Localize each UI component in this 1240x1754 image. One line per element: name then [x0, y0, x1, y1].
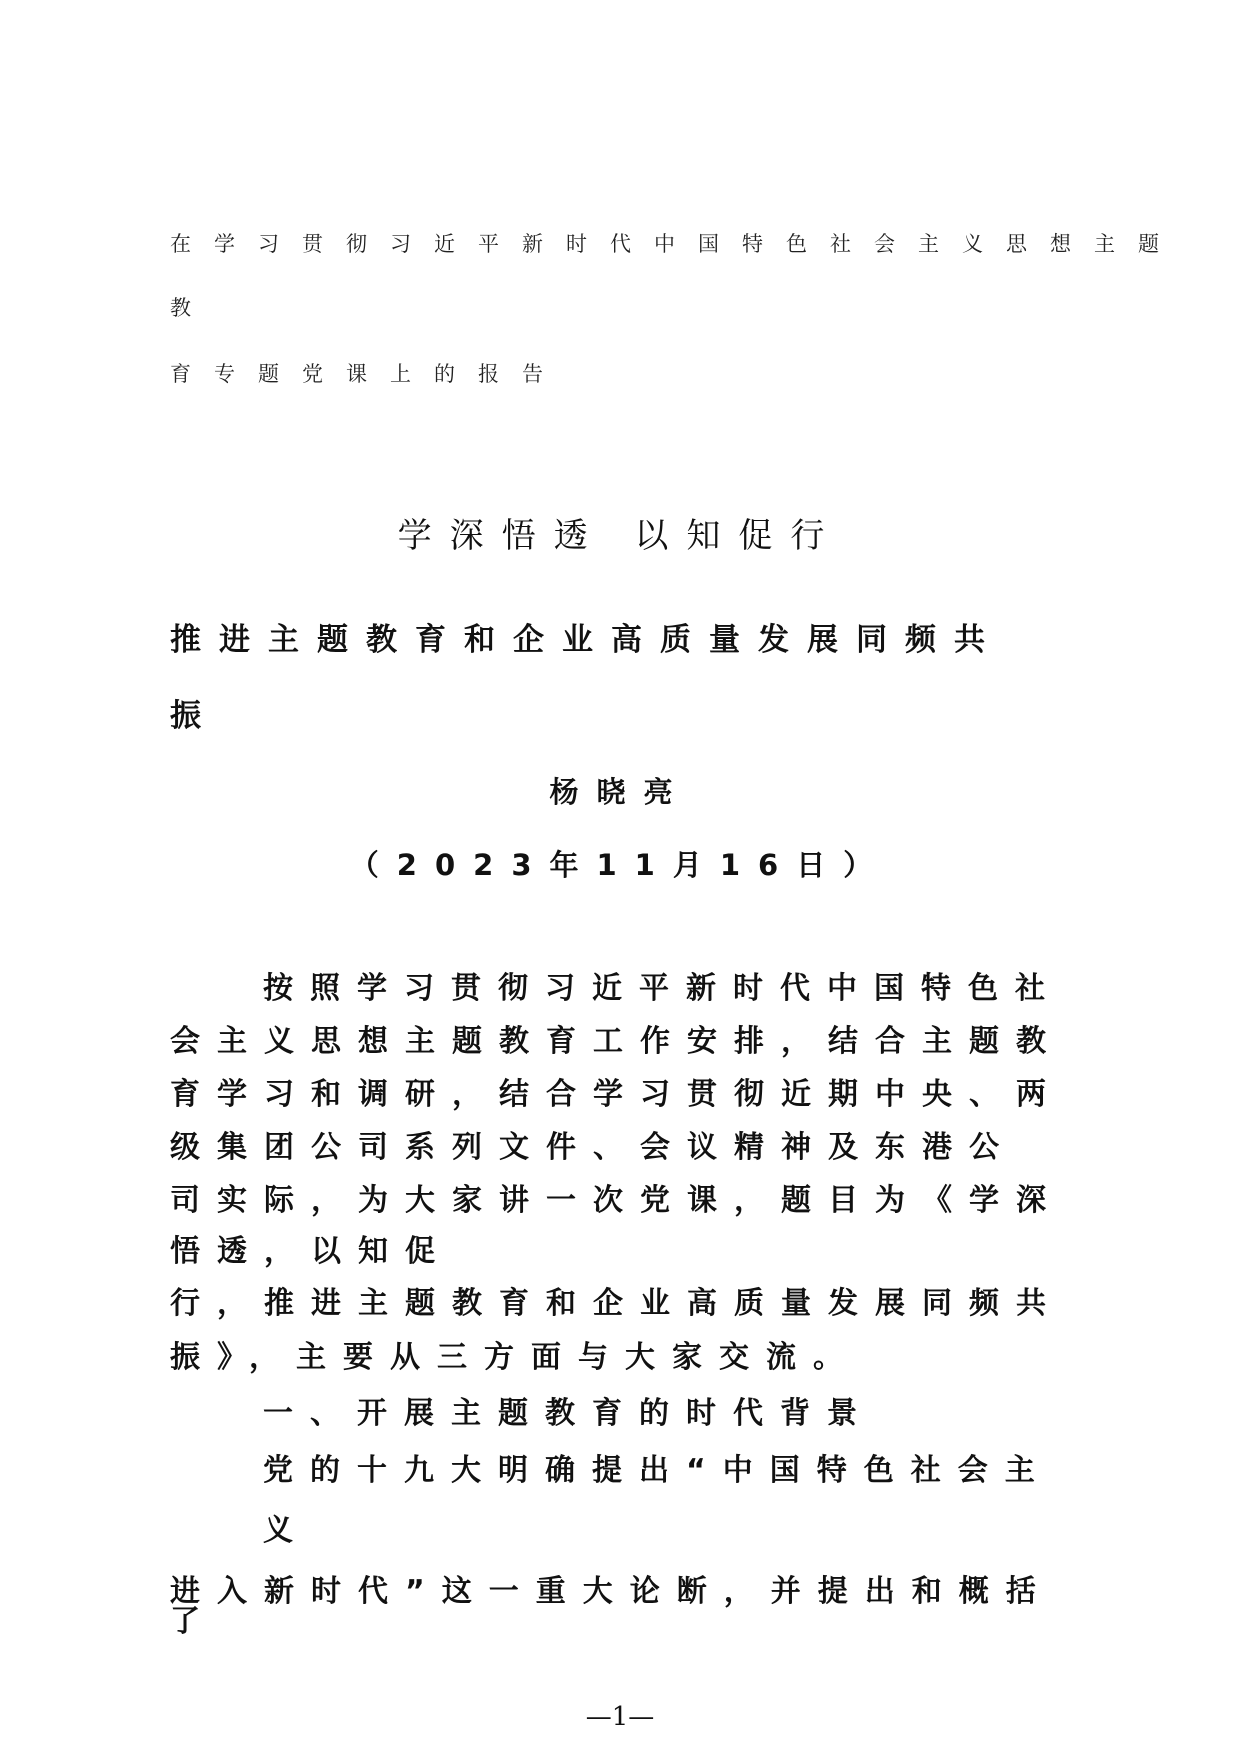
body-p1-line-6: 悟透，以知促 [170, 1234, 452, 1269]
body-p2-line-3: 进入新时代”这一重大论断，并提出和概括 [170, 1574, 1053, 1609]
header-line-1: 在学习贯彻习近平新时代中国特色社会主义思想主题 [170, 232, 1182, 256]
body-p2-line-1: 党的十九大明确提出“中国特色社会主 [263, 1453, 1052, 1488]
subtitle-line-1: 推进主题教育和企业高质量发展同频共 [170, 622, 1003, 658]
body-p1-line-3: 育学习和调研，结合学习贯彻近期中央、两 [170, 1077, 1063, 1112]
author: 杨晓亮 [549, 775, 691, 809]
body-p2-line-2: 义 [263, 1513, 310, 1548]
header-line-2: 教 [170, 296, 214, 320]
page-number: —1— [585, 1702, 655, 1732]
body-p2-line-4: 了 [170, 1604, 217, 1639]
body-p1-line-2: 会主义思想主题教育工作安排，结合主题教 [170, 1024, 1063, 1059]
body-p1-line-7: 行，推进主题教育和企业高质量发展同频共 [170, 1286, 1063, 1321]
subtitle-line-2: 振 [170, 698, 219, 734]
date: （2023年11月16日） [349, 848, 891, 882]
document-title: 学深悟透 以知促行 [397, 516, 843, 556]
body-p1-line-8: 振》，主要从三方面与大家交流。 [170, 1340, 860, 1375]
section-1-heading: 一、开展主题教育的时代背景 [263, 1396, 874, 1431]
body-p1-line-4: 级集团公司系列文件、会议精神及东港公 [170, 1130, 1016, 1165]
body-p1-line-5: 司实际，为大家讲一次党课，题目为《学深 [170, 1183, 1063, 1218]
body-p1-line-1: 按照学习贯彻习近平新时代中国特色社 [263, 971, 1062, 1006]
header-line-3: 育专题党课上的报告 [170, 362, 566, 386]
